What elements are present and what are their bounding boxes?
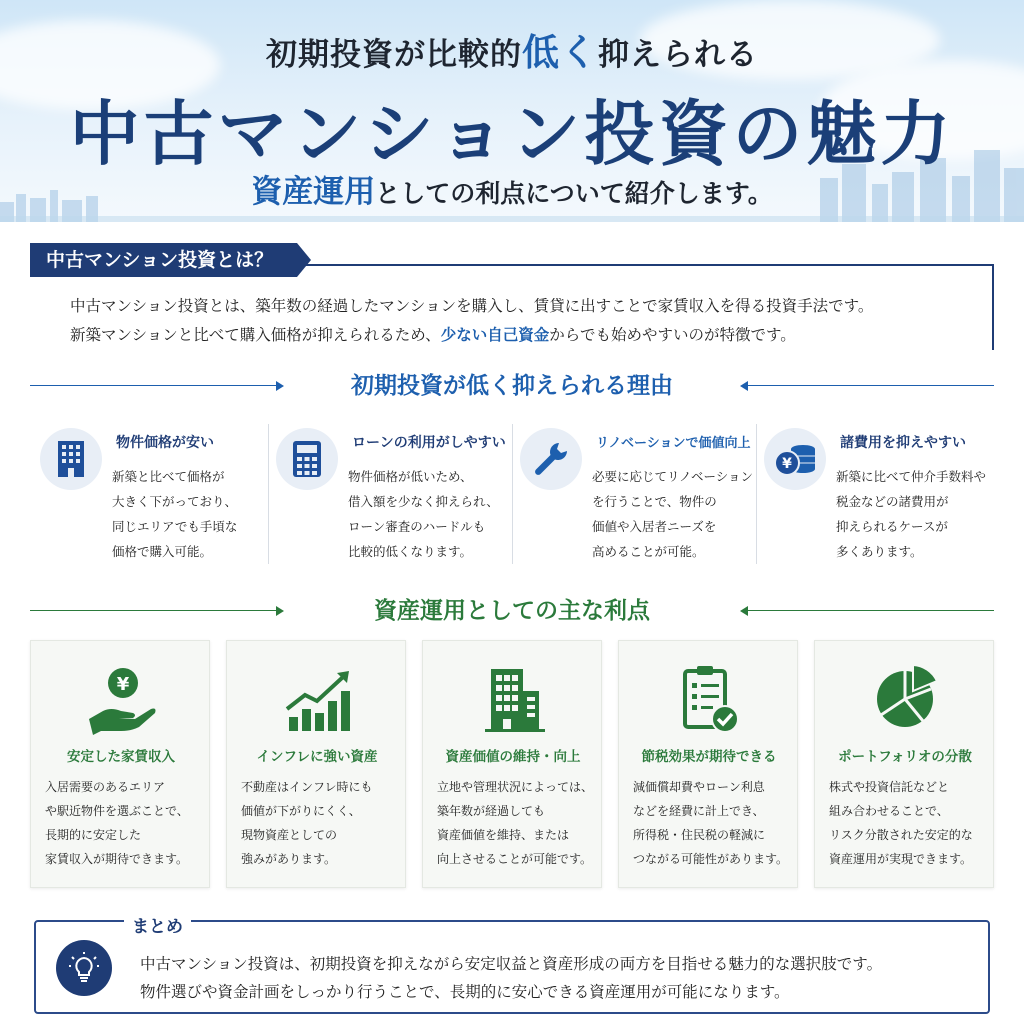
benefit-title: インフレに強い資産 [256,749,378,765]
yen-coins-icon [764,428,826,490]
wrench-icon [520,428,582,490]
building-icon [40,428,102,490]
benefit-card-asset-value [422,640,602,888]
benefit-card-inflation [226,640,406,888]
checklist-icon [669,661,749,741]
calculator-icon [276,428,338,490]
office-building-icon [473,661,553,741]
reason-card-price [32,420,278,570]
benefit-body: 株式や投資信託などと 組み合わせることで、 リスク分散された安定的な 資産運用が実現できます。 [829,780,973,866]
intro-line-1: 中古マンション投資とは、築年数の経過したマンションを購入し、賃貸に出すことで家賃収入を得る投資手法です。 [70,297,874,315]
reason-title: ローンの利用がしやすい [352,435,506,451]
benefit-title: 節税効果が期待できる [641,749,777,765]
reason-body: 物件価格が低いため、 借入額を少なく抑えられ、 ローン審査のハードルも 比較的低くなります。 [348,469,499,559]
yen-hand-icon [81,661,161,741]
reason-body: 必要に応じてリノベーション を行うことで、物件の 価値や入居者ニーズを 高めることが可能。 [592,469,754,559]
hero-tagline: 資産運用としての利点について紹介します。 [251,174,773,210]
pie-chart-icon [865,661,945,741]
summary-line-1: 中古マンション投資は、初期投資を抑えながら安定収益と資産形成の両方を目指せる魅力的な選択肢です。 [140,955,883,973]
reason-card-fees [756,420,1002,570]
benefits-section-title: 資産運用としての主な利点 [374,598,650,624]
intro-line-2: 新築マンションと比べて購入価格が抑えられるため、少ない自己資金からでも始めやすいのが特徴です。 [70,326,796,344]
reason-title: 諸費用を抑えやすい [840,435,966,451]
benefit-card-rent [30,640,210,888]
benefit-body: 不動産はインフレ時にも 価値が下がりにくく、 現物資産としての 強みがあります。 [241,780,373,866]
svg-text:¥: ¥ [782,456,792,472]
hero-banner [0,0,1024,222]
benefit-card-tax [618,640,798,888]
page-title: 中古マンション投資の魅力 [69,92,955,175]
benefit-title: 安定した家賃収入 [67,749,175,765]
intro-text [70,292,990,350]
summary-text [140,950,980,1006]
lightbulb-icon [56,940,112,996]
benefit-card-portfolio [814,640,994,888]
benefits-section-header [30,596,994,626]
growth-chart-icon [277,661,357,741]
summary-label: まとめ [124,916,191,938]
reason-title: 物件価格が安い [116,435,214,451]
benefit-title: ポートフォリオの分散 [838,749,972,765]
benefit-body: 立地や管理状況によっては、 築年数が経過しても 資産価値を維持、または 向上させることが可能です。 [437,780,594,866]
summary-line-2: 物件選びや資金計画をしっかり行うことで、長期的に安心できる資産運用が可能になります。 [140,983,790,1001]
benefit-body: 減価償却費やローン利息 などを経費に計上でき、 所得税・住民税の軽減に つながる可能性があります。 [633,780,789,866]
reason-card-renovation [512,420,758,570]
reason-body: 新築に比べて仲介手数料や 税金などの諸費用が 抑えられるケースが 多くあります。 [836,469,987,559]
intro-label: 中古マンション投資とは？ [30,243,297,277]
benefit-body: 入居需要のあるエリア や駅近物件を選ぶことで、 長期的に安定した 家賃収入が期待できます。 [45,780,189,866]
reason-card-loan [268,420,514,570]
hero-subtitle: 初期投資が比較的低く抑えられる [266,31,758,74]
reasons-section-header [30,371,994,401]
reasons-section-title: 初期投資が低く抑えられる理由 [351,373,673,399]
reason-title: リノベーションで価値向上 [596,436,751,451]
svg-text:¥: ¥ [116,674,130,695]
reason-body: 新築と比べて価格が 大きく下がっており、 同じエリアでも手頃な 価格で購入可能。 [112,469,238,559]
benefit-title: 資産価値の維持・向上 [445,749,581,765]
